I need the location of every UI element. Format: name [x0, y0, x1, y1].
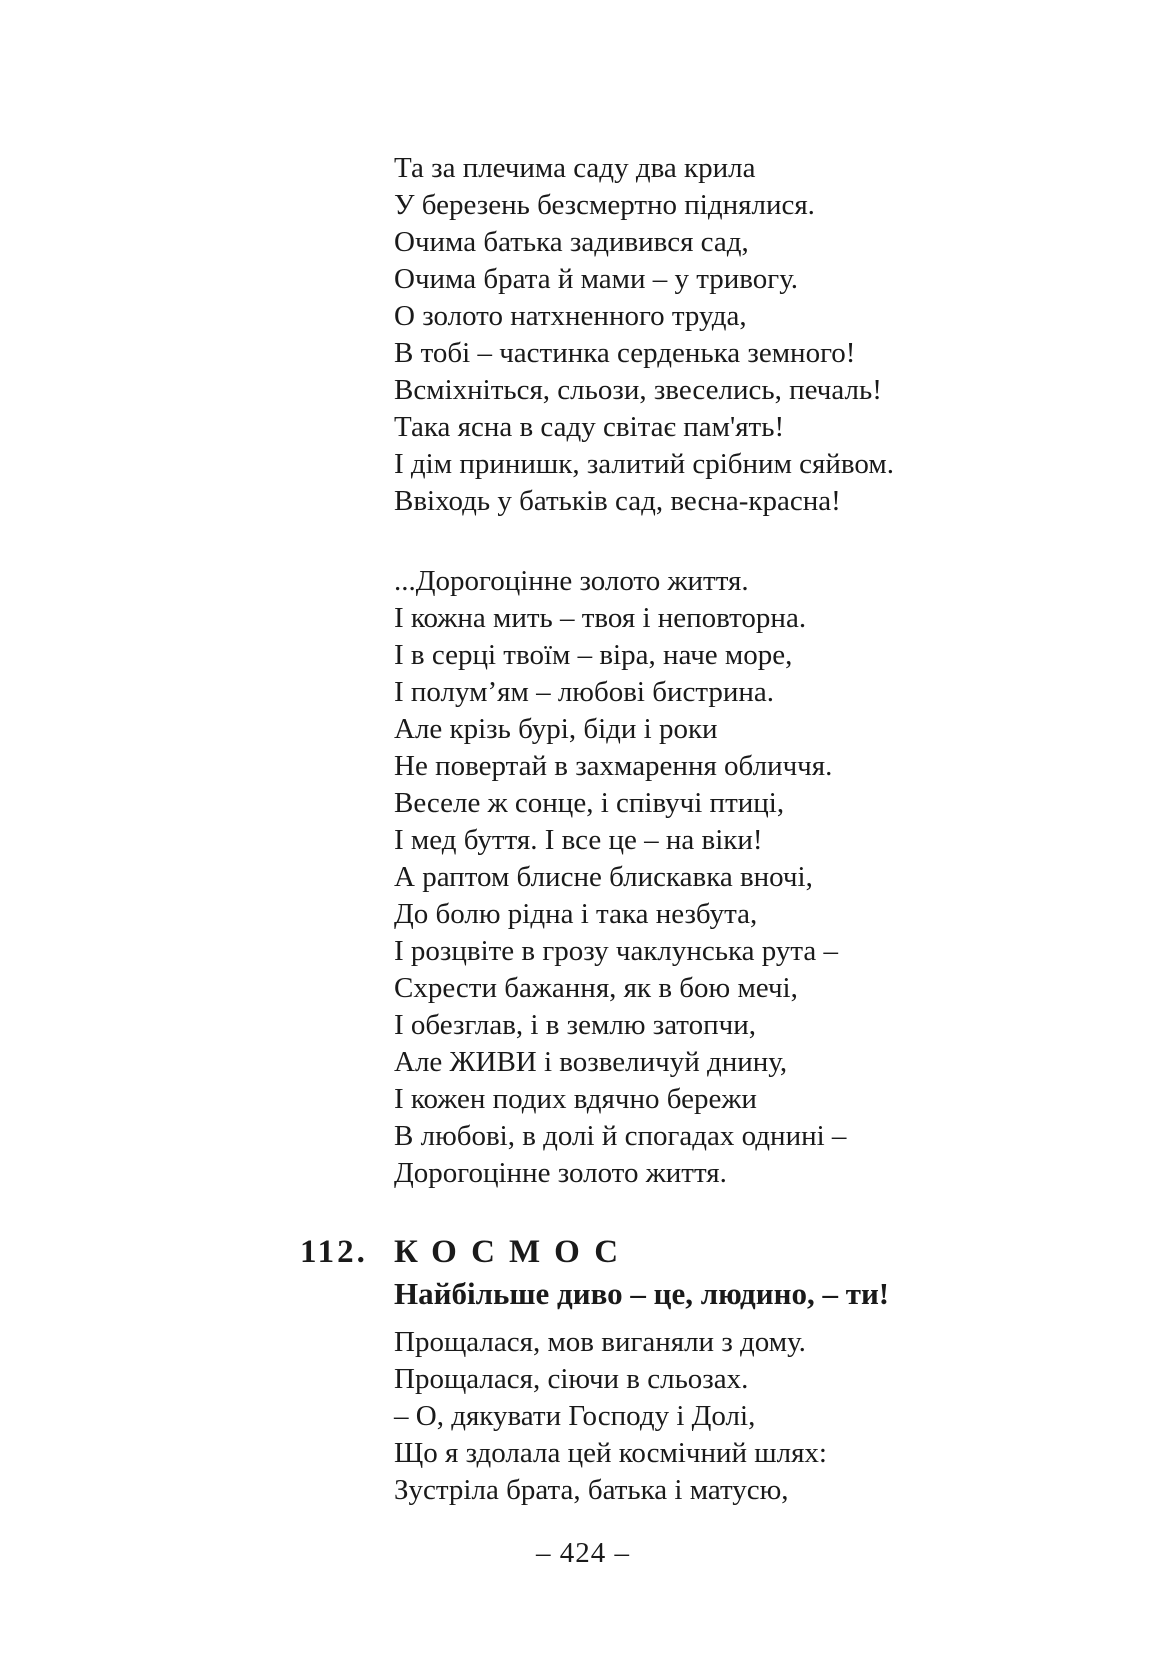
poem-line: І дім принишк, залитий срібним сяйвом. [394, 448, 894, 480]
poem-title: КОСМОС [394, 1234, 633, 1270]
poem-line: Очима брата й мами – у тривогу. [394, 263, 799, 295]
poem-line: – О, дякувати Господу і Долі, [394, 1400, 756, 1432]
poem-line: А раптом блисне блискавка вночі, [394, 861, 813, 893]
poem-line: В любові, в долі й спогадах однині – [394, 1120, 847, 1152]
poem-line: Та за плечима саду два крила [394, 152, 756, 184]
poem-line: І кожна мить – твоя і неповторна. [394, 602, 807, 634]
poem-line: І кожен подих вдячно бережи [394, 1083, 757, 1115]
poem-line: Дорогоцінне золото життя. [394, 1157, 727, 1189]
poem-subtitle: Найбільше диво – це, людино, – ти! [394, 1276, 890, 1311]
page-number: – 424 – [536, 1537, 630, 1569]
poem-line: Ввіходь у батьків сад, весна-красна! [394, 485, 841, 517]
poem-stanza-2 [394, 563, 846, 1192]
poem-line: Зустріла брата, батька і матусю, [394, 1474, 789, 1506]
poem-line: Прощалася, мов виганяли з дому. [394, 1326, 806, 1358]
poem-line: І розцвіте в грозу чаклунська рута – [394, 935, 839, 967]
poem-line: Всміхніться, сльози, звеселись, печаль! [394, 374, 882, 406]
poem-number: 112. [300, 1234, 368, 1270]
poem-stanza-1 [394, 150, 894, 520]
poem-line: І полум’ям – любові бистрина. [394, 676, 775, 708]
poem-line: І обезглав, і в землю затопчи, [394, 1009, 756, 1041]
poem-line: Така ясна в саду світає пам'ять! [394, 411, 785, 443]
poem-line: ...Дорогоцінне золото життя. [394, 565, 749, 597]
poem-line: Прощалася, сіючи в сльозах. [394, 1363, 749, 1395]
poem-line: Веселе ж сонце, і співучі птиці, [394, 787, 785, 819]
poem-stanza-3 [394, 1324, 827, 1509]
poem-line: Очима батька задивився сад, [394, 226, 749, 258]
poem-line: В тобі – частинка серденька земного! [394, 337, 856, 369]
poem-line: О золото натхненного труда, [394, 300, 747, 332]
poem-line: До болю рідна і така незбута, [394, 898, 758, 930]
poem-line: Що я здолала цей космічний шлях: [394, 1437, 827, 1469]
poem-line: І мед буття. І все це – на віки! [394, 824, 763, 856]
poem-line: Схрести бажання, як в бою мечі, [394, 972, 798, 1004]
poem-line: І в серці твоїм – віра, наче море, [394, 639, 793, 671]
poem-line: Але ЖИВИ і возвеличуй днину, [394, 1046, 788, 1078]
poem-heading [300, 1230, 632, 1274]
poem-line: Не повертай в захмарення обличчя. [394, 750, 833, 782]
poem-line: Але крізь бурі, біди і роки [394, 713, 718, 745]
poem-line: У березень безсмертно піднялися. [394, 189, 815, 221]
